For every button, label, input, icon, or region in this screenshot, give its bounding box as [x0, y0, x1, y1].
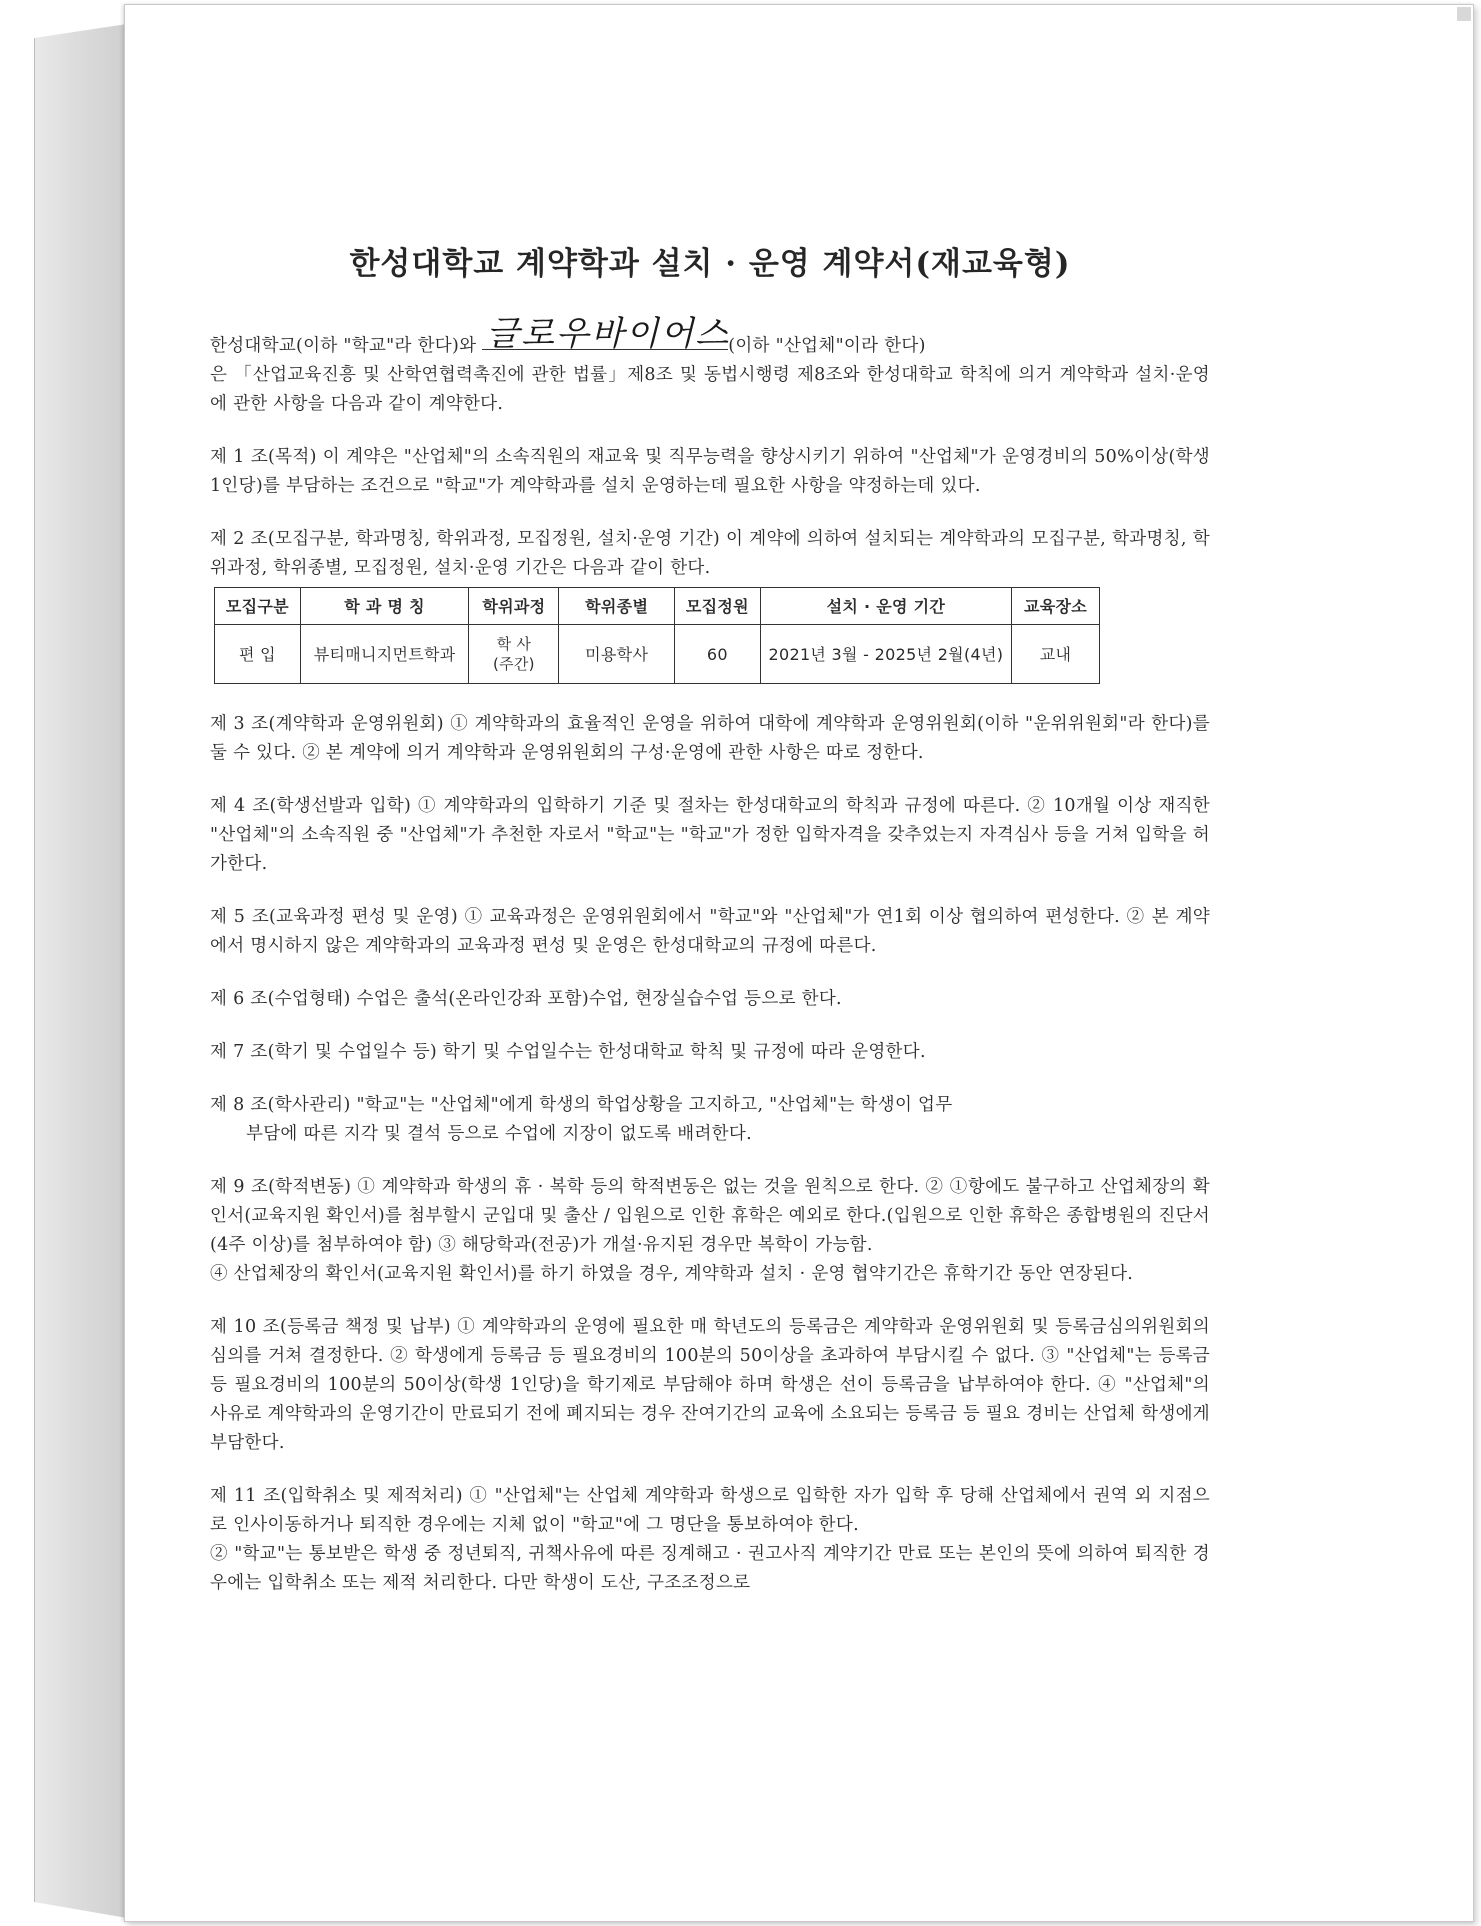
- program-table: [214, 587, 1100, 684]
- cell-quota: 60: [674, 625, 760, 684]
- article-8-line2: 부담에 따른 지각 및 결석 등으로 수업에 지장이 없도록 배려한다.: [246, 1124, 752, 1144]
- cell-period: 2021년 3월 - 2025년 2월(4년): [760, 625, 1011, 684]
- table-row: [215, 625, 1100, 684]
- article-8: [210, 1091, 1210, 1149]
- cell-location: 교내: [1011, 625, 1099, 684]
- article-11-sub: ② "학교"는 통보받은 학생 중 정년퇴직, 귀책사유에 따른 징계해고 · 권고사직 계약기간 만료 또는 본인의 뜻에 의하여 퇴직한 경우에는 입학취소 또는 제적 처리한다. 다만 학생이 도산, 구조조정으로: [210, 1544, 1210, 1593]
- article-10: 제 10 조(등록금 책정 및 납부) ① 계약학과의 운영에 필요한 매 학년도의 등록금은 계약학과 운영위원회 및 등록금심의위원회의 심의를 거쳐 결정한다. ② 학생에게 등록금 등 필요경비의 100분의 50이상을 초과하여 부담시킬 수 없다. ③ "산업체"는 등록금 등 필요경비의 100분의 50이상(학생 1인당)을 학기제로 부담해야 하며 학생은 선이 등록금을 납부하여야 한다. ④ "산업체"의 사유로 계약학과의 운영기간이 만료되기 전에 폐지되는 경우 잔여기간의 교육에 소요되는 등록금 등 필요 경비는 산업체 학생에게 부담한다.: [210, 1317, 1210, 1453]
- article-5: 제 5 조(교육과정 편성 및 운영) ① 교육과정은 운영위원회에서 "학교"와 "산업체"가 연1회 이상 협의하여 편성한다. ② 본 계약에서 명시하지 않은 계약학과의 교육과정 편성 및 운영은 한성대학교의 규정에 따른다.: [210, 907, 1210, 956]
- article-9-sub: ④ 산업체장의 확인서(교육지원 확인서)를 하기 하였을 경우, 계약학과 설치 · 운영 협약기간은 휴학기간 동안 연장된다.: [210, 1264, 1134, 1284]
- article-11: [210, 1482, 1210, 1598]
- degree-course-note: (주간): [492, 655, 535, 673]
- article-3: 제 3 조(계약학과 운영위원회) ① 계약학과의 효율적인 운영을 위하여 대학에 계약학과 운영위원회(이하 "운위위원회"라 한다)를 둘 수 있다. ② 본 계약에 의거 계약학과 운영위원회의 구성·운영에 관한 사항은 따로 정한다.: [210, 714, 1210, 763]
- article-11-main: 제 11 조(입학취소 및 제적처리) ① "산업체"는 산업체 계약학과 학생으로 입학한 자가 입학 후 당해 산업체에서 권역 외 지점으로 인사이동하거나 퇴직한 경우에는 지체 없이 "학교"에 그 명단을 통보하여야 한다.: [210, 1486, 1210, 1535]
- program-table-header-row: [215, 588, 1100, 625]
- document-title: 한성대학교 계약학과 설치 · 운영 계약서(재교육형): [349, 246, 1071, 282]
- page-stack-edge: [34, 24, 127, 1918]
- cell-department: 뷰티매니지먼트학과: [300, 625, 469, 684]
- article-4: 제 4 조(학생선발과 입학) ① 계약학과의 입학하기 기준 및 절차는 한성대학교의 학칙과 규정에 따른다. ② 10개월 이상 재직한 "산업체"의 소속직원 중 "산업체"가 추천한 자로서 "학교"는 "학교"가 정한 입학자격을 갖추었는지 자격심사 등을 거쳐 입학을 허가한다.: [210, 796, 1210, 874]
- intro-part1: 한성대학교(이하 "학교"라 한다)와: [210, 336, 477, 356]
- article-8-line1: 제 8 조(학사관리) "학교"는 "산업체"에게 학생의 학업상황을 고지하고, "산업체"는 학생이 업무: [210, 1095, 953, 1115]
- intro-paragraph: [210, 314, 1210, 419]
- header-recruit-category: 모집구분: [215, 588, 301, 625]
- header-location: 교육장소: [1011, 588, 1099, 625]
- document-content: [210, 246, 1210, 1622]
- article-1: 제 1 조(목적) 이 계약은 "산업체"의 소속직원의 재교육 및 직무능력을 향상시키기 위하여 "산업체"가 운영경비의 50%이상(학생 1인당)를 부담하는 조건으로 "학교"가 계약학과를 설치 운영하는데 필요한 사항을 약정하는데 있다.: [210, 447, 1210, 496]
- header-quota: 모집정원: [674, 588, 760, 625]
- cell-degree-type: 미용학사: [559, 625, 675, 684]
- article-6: 제 6 조(수업형태) 수업은 출석(온라인강좌 포함)수업, 현장실습수업 등으로 한다.: [210, 989, 842, 1009]
- article-9: [210, 1173, 1210, 1289]
- header-department-name: 학 과 명 칭: [300, 588, 469, 625]
- article-2: 제 2 조(모집구분, 학과명칭, 학위과정, 모집정원, 설치·운영 기간) 이 계약에 의하여 설치되는 계약학과의 모집구분, 학과명칭, 학위과정, 학위종별, 모집정원, 설치·운영 기간은 다음과 같이 한다.: [210, 529, 1210, 578]
- scan-corner-mark: [1457, 7, 1471, 21]
- cell-degree-course: [469, 625, 559, 684]
- article-7: 제 7 조(학기 및 수업일수 등) 학기 및 수업일수는 한성대학교 학칙 및 규정에 따라 운영한다.: [210, 1042, 926, 1062]
- cell-category: 편 입: [215, 625, 301, 684]
- company-signature: 글로우바이어스: [482, 319, 728, 350]
- intro-part2: (이하 "산업체"이라 한다): [728, 336, 926, 356]
- article-9-main: 제 9 조(학적변동) ① 계약학과 학생의 휴 · 복학 등의 학적변동은 없는 것을 원칙으로 한다. ② ①항에도 불구하고 산업체장의 확인서(교육지원 확인서)를 첨부할시 군입대 및 출산 / 입원으로 인한 휴학은 예외로 한다.(입원으로 인한 휴학은 종합병원의 진단서(4주 이상)를 첨부하여야 함) ③ 해당학과(전공)가 개설·유지된 경우만 복학이 가능함.: [210, 1177, 1210, 1255]
- header-period: 설치 · 운영 기간: [760, 588, 1011, 625]
- intro-first-line: [210, 314, 1210, 361]
- degree-course-label: 학 사: [496, 635, 532, 653]
- header-degree-type: 학위종별: [559, 588, 675, 625]
- intro-rest: 은 「산업교육진흥 및 산학연협력촉진에 관한 법률」제8조 및 동법시행령 제8조와 한성대학교 학칙에 의거 계약학과 설치·운영에 관한 사항을 다음과 같이 계약한다.: [210, 365, 1210, 414]
- header-degree-course: 학위과정: [469, 588, 559, 625]
